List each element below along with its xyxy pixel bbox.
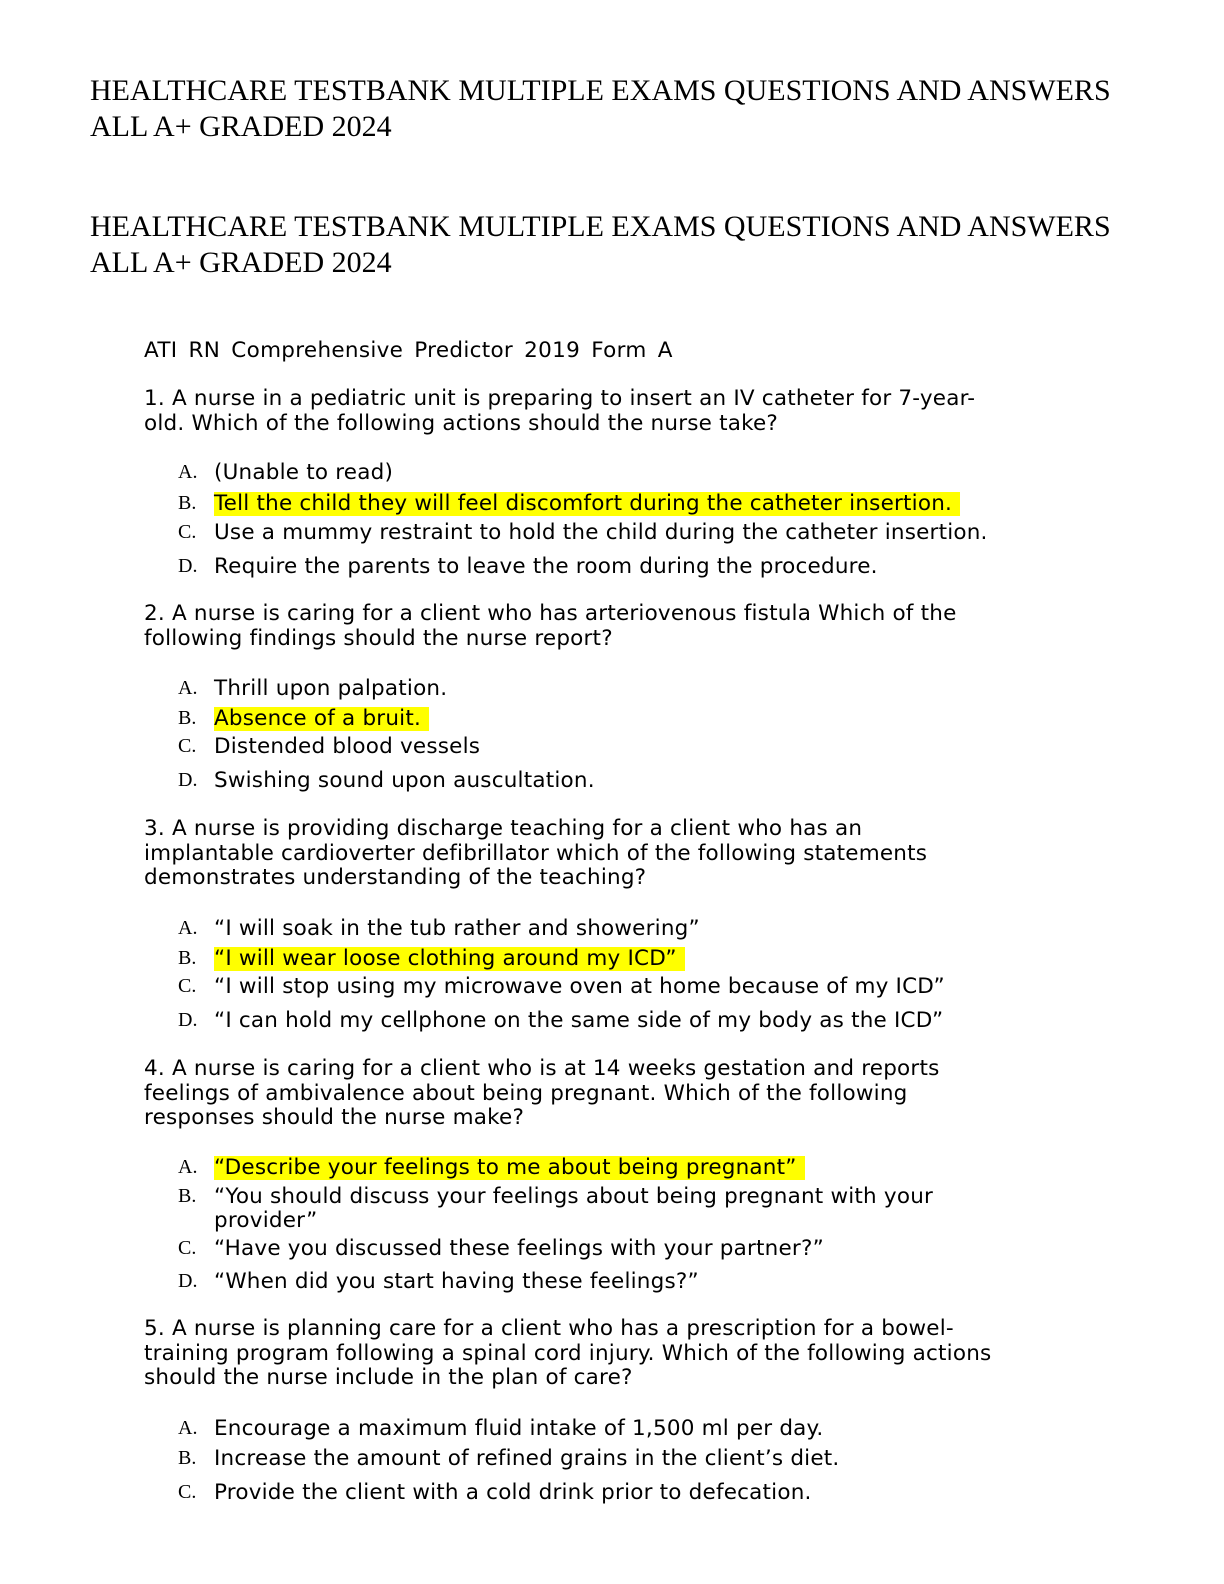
option-b <box>178 947 685 971</box>
option-letter: C. <box>178 1237 197 1259</box>
question-4 <box>144 1057 1084 1131</box>
option-letter: C. <box>178 975 197 997</box>
option-text: Require the parents to leave the room during the procedure. <box>214 554 878 579</box>
option-text: Swishing sound upon auscultation. <box>214 768 595 793</box>
option-c <box>178 1481 812 1505</box>
question-line: should the nurse include in the plan of care? <box>144 1365 633 1390</box>
option-text: “Have you discussed these feelings with your partner?” <box>214 1236 824 1261</box>
option-a <box>178 677 447 701</box>
option-letter: A. <box>178 677 198 699</box>
option-letter: B. <box>178 707 197 729</box>
option-text-highlighted: “Describe your feelings to me about being pregnant” <box>214 1156 805 1180</box>
option-text: Increase the amount of refined grains in the client’s diet. <box>214 1446 840 1471</box>
question-1 <box>144 387 1084 436</box>
option-a <box>178 1417 823 1441</box>
option-b <box>178 707 429 731</box>
option-b <box>178 1185 1004 1233</box>
title-line-1: HEALTHCARE TESTBANK MULTIPLE EXAMS QUESTIONS AND ANSWERS <box>90 210 1111 243</box>
option-letter: B. <box>178 492 197 514</box>
option-text-highlighted: Tell the child they will feel discomfort during the catheter insertion. <box>214 492 960 516</box>
option-text-highlighted: “I will wear loose clothing around my ICD” <box>214 947 685 971</box>
option-letter: A. <box>178 1156 198 1178</box>
option-letter: B. <box>178 1447 197 1469</box>
question-line: 3. A nurse is providing discharge teaching for a client who has an <box>144 816 863 841</box>
option-letter: C. <box>178 735 197 757</box>
option-letter: B. <box>178 1185 197 1207</box>
option-letter: D. <box>178 1009 198 1031</box>
question-line: 5. A nurse is planning care for a client who has a prescription for a bowel- <box>144 1316 954 1341</box>
option-letter: D. <box>178 1270 198 1292</box>
question-2 <box>144 602 1084 651</box>
question-line: 4. A nurse is caring for a client who is at 14 weeks gestation and reports <box>144 1056 940 1081</box>
option-letter: D. <box>178 769 198 791</box>
option-text: (Unable to read) <box>214 460 394 485</box>
option-d <box>178 769 595 793</box>
title-line-1: HEALTHCARE TESTBANK MULTIPLE EXAMS QUESTIONS AND ANSWERS <box>90 74 1111 107</box>
option-a <box>178 461 393 485</box>
exam-subtitle: ATI RN Comprehensive Predictor 2019 Form A <box>144 338 673 363</box>
title-line-2: ALL A+ GRADED 2024 <box>90 246 392 279</box>
question-line: 2. A nurse is caring for a client who has arteriovenous fistula Which of the <box>144 601 957 626</box>
option-a <box>178 917 700 941</box>
question-line: old. Which of the following actions should the nurse take? <box>144 410 779 436</box>
question-line: following findings should the nurse report? <box>144 625 613 651</box>
option-text: Use a mummy restraint to hold the child during the catheter insertion. <box>214 520 988 545</box>
option-d <box>178 1270 699 1294</box>
option-text: Distended blood vessels <box>214 734 481 759</box>
option-letter: C. <box>178 1481 197 1503</box>
question-line: 1. A nurse in a pediatric unit is preparing to insert an IV catheter for 7-year- <box>144 386 976 411</box>
option-c <box>178 975 945 999</box>
question-line: demonstrates understanding of the teaching? <box>144 865 647 890</box>
title-line-2: ALL A+ GRADED 2024 <box>90 110 392 143</box>
option-letter: C. <box>178 521 197 543</box>
option-d <box>178 555 878 579</box>
option-letter: B. <box>178 947 197 969</box>
question-3 <box>144 817 1084 891</box>
option-letter: A. <box>178 461 198 483</box>
option-c <box>178 735 480 759</box>
option-text-highlighted: Absence of a bruit. <box>214 707 429 731</box>
option-letter: A. <box>178 1417 198 1439</box>
document-title-repeat <box>90 209 1190 281</box>
option-text: Encourage a maximum fluid intake of 1,500 ml per day. <box>214 1416 824 1441</box>
option-d <box>178 1009 943 1033</box>
option-text: Provide the client with a cold drink prior to defecation. <box>214 1480 812 1505</box>
question-5 <box>144 1317 1084 1391</box>
option-c <box>178 521 988 545</box>
option-text: “I will stop using my microwave oven at home because of my ICD” <box>214 974 945 999</box>
option-a <box>178 1156 805 1180</box>
question-line: implantable cardioverter defibrillator which of the following statements <box>144 840 928 866</box>
option-b <box>178 1447 839 1471</box>
question-line: responses should the nurse make? <box>144 1105 525 1130</box>
question-line: feelings of ambivalence about being pregnant. Which of the following <box>144 1080 908 1106</box>
document-title <box>90 73 1190 145</box>
question-line: training program following a spinal cord injury. Which of the following actions <box>144 1340 992 1366</box>
option-letter: D. <box>178 555 198 577</box>
option-text: Thrill upon palpation. <box>214 676 448 701</box>
option-text: “When did you start having these feelings?” <box>214 1269 699 1294</box>
option-text: “I can hold my cellphone on the same side of my body as the ICD” <box>214 1008 944 1033</box>
option-text: “You should discuss your feelings about being pregnant with your provider” <box>214 1184 934 1233</box>
option-c <box>178 1237 824 1261</box>
option-text: “I will soak in the tub rather and showering” <box>214 916 700 941</box>
option-letter: A. <box>178 917 198 939</box>
option-b <box>178 492 960 516</box>
